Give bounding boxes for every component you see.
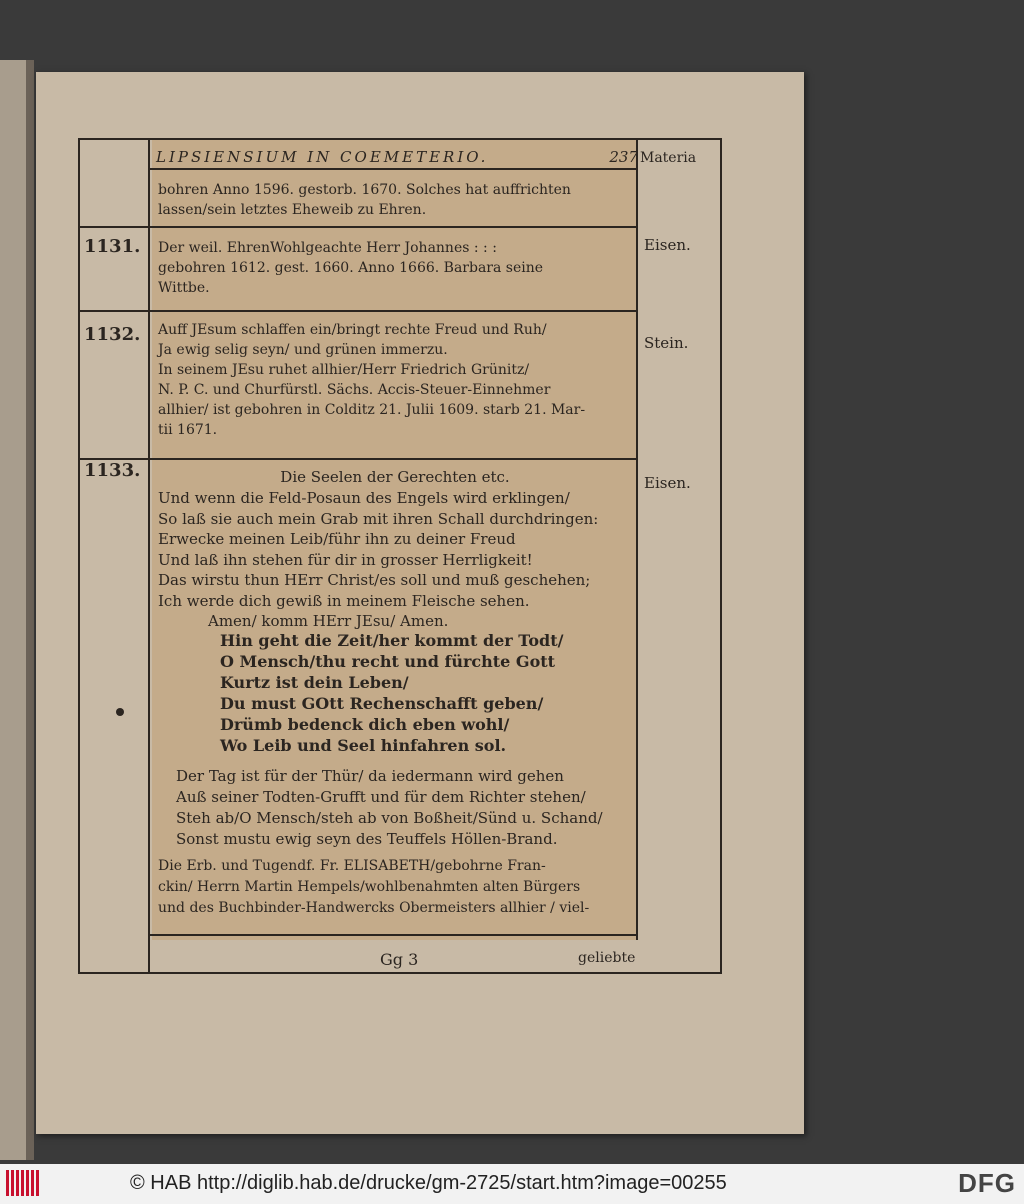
- verse-line: O Mensch/thu recht und fürchte Gott: [220, 652, 556, 671]
- poem-line: Und laß ihn stehen für dir in grosser Herrligkeit!: [158, 550, 533, 569]
- text-line: und des Buchbinder-Handwercks Obermeisters allhier / viel-: [158, 900, 590, 916]
- text-line: lassen/sein letztes Eheweib zu Ehren.: [158, 202, 427, 218]
- entry-rule: [80, 310, 638, 312]
- viewer-footer: [0, 1164, 1024, 1204]
- entry-material: Stein.: [644, 334, 689, 352]
- entry-1133-text: [158, 856, 632, 919]
- book-gutter: [26, 60, 34, 1160]
- dfg-logo: DFG: [958, 1168, 1016, 1198]
- entry-1133-verse: [176, 766, 636, 850]
- verse-line: Hin geht die Zeit/her kommt der Todt/: [220, 631, 564, 650]
- entry-number: 1133.: [84, 460, 141, 481]
- entry-1131-text: [158, 238, 632, 298]
- poem-line: Das wirstu thun HErr Christ/es soll und muß geschehen;: [158, 571, 591, 589]
- running-title: LIPSIENSIUM IN COEMETERIO.: [156, 148, 489, 166]
- text-line: In seinem JEsu ruhet allhier/Herr Friedrich Grünitz/: [158, 362, 530, 378]
- text-line: tii 1671.: [158, 422, 218, 438]
- catchword: geliebte: [578, 950, 636, 966]
- verse-line: Du must GOtt Rechenschafft geben/: [220, 694, 544, 713]
- text-line: ckin/ Herrn Martin Hempels/wohlbenahmten alten Bürgers: [158, 879, 581, 895]
- right-column-rule: [636, 140, 638, 940]
- copyright-link[interactable]: © HAB http://diglib.hab.de/drucke/gm-2725/start.htm?image=00255: [130, 1172, 727, 1194]
- verse-line: Steh ab/O Mensch/steh ab von Boßheit/Sünd u. Schand/: [176, 809, 603, 827]
- text-line: Ja ewig selig seyn/ und grünen immerzu.: [158, 342, 448, 358]
- left-column-rule: [148, 140, 150, 972]
- verse-line: Sonst mustu ewig seyn des Teuffels Höllen-Brand.: [176, 830, 558, 848]
- running-head: [156, 148, 636, 166]
- verse-line: Kurtz ist dein Leben/: [220, 673, 409, 692]
- poem-line: Erwecke meinen Leib/führ ihn zu deiner Freud: [158, 530, 516, 548]
- entry-number: 1132.: [84, 324, 141, 345]
- verse-line: Der Tag ist für der Thür/ da iedermann wird gehen: [176, 767, 564, 785]
- entry-prev-text: [158, 180, 632, 220]
- poem-line: So laß sie auch mein Grab mit ihren Schall durchdringen:: [158, 509, 599, 528]
- header-rule: [150, 168, 638, 170]
- page-number: 237: [609, 148, 638, 166]
- entry-1133-poem: [158, 466, 632, 632]
- text-line: Der weil. EhrenWohlgeachte Herr Johannes : : :: [158, 240, 497, 256]
- poem-title: Die Seelen der Gerechten etc.: [280, 468, 510, 486]
- entry-1133-verse: [220, 630, 640, 756]
- entry-rule: [80, 226, 638, 228]
- verse-line: Drümb bedenck dich eben wohl/: [220, 715, 510, 734]
- poem-line: Ich werde dich gewiß in meinem Fleische sehen.: [158, 591, 530, 610]
- text-line: Auff JEsum schlaffen ein/bringt rechte Freud und Ruh/: [158, 322, 547, 338]
- hab-logo-icon: [6, 1170, 46, 1198]
- verse-line: Wo Leib und Seel hinfahren sol.: [220, 736, 507, 755]
- ink-dot: [116, 708, 124, 716]
- text-line: bohren Anno 1596. gestorb. 1670. Solches hat auffrichten: [158, 182, 571, 198]
- text-line: allhier/ ist gebohren in Colditz 21. Julii 1609. starb 21. Mar-: [158, 402, 586, 418]
- entry-material: Eisen.: [644, 474, 691, 492]
- column-head: Materia: [640, 150, 697, 166]
- signature-mark: Gg 3: [380, 950, 419, 969]
- scanned-page: [36, 72, 804, 1134]
- page-frame: [78, 138, 722, 974]
- entry-material: Eisen.: [644, 236, 691, 254]
- poem-line: Und wenn die Feld-Posaun des Engels wird erklingen/: [158, 489, 570, 507]
- text-line: Die Erb. und Tugendf. Fr. ELISABETH/gebohrne Fran-: [158, 858, 546, 874]
- text-line: gebohren 1612. gest. 1660. Anno 1666. Barbara seine: [158, 260, 544, 276]
- poem-amen: Amen/ komm HErr JEsu/ Amen.: [208, 612, 449, 630]
- text-line: N. P. C. und Churfürstl. Sächs. Accis-Steuer-Einnehmer: [158, 382, 551, 398]
- verse-line: Auß seiner Todten-Grufft und für dem Richter stehen/: [176, 788, 586, 806]
- entry-rule: [80, 458, 638, 460]
- text-line: Wittbe.: [158, 280, 210, 296]
- entry-rule: [150, 934, 638, 936]
- entry-1132-text: [158, 320, 632, 440]
- entry-number: 1131.: [84, 236, 141, 257]
